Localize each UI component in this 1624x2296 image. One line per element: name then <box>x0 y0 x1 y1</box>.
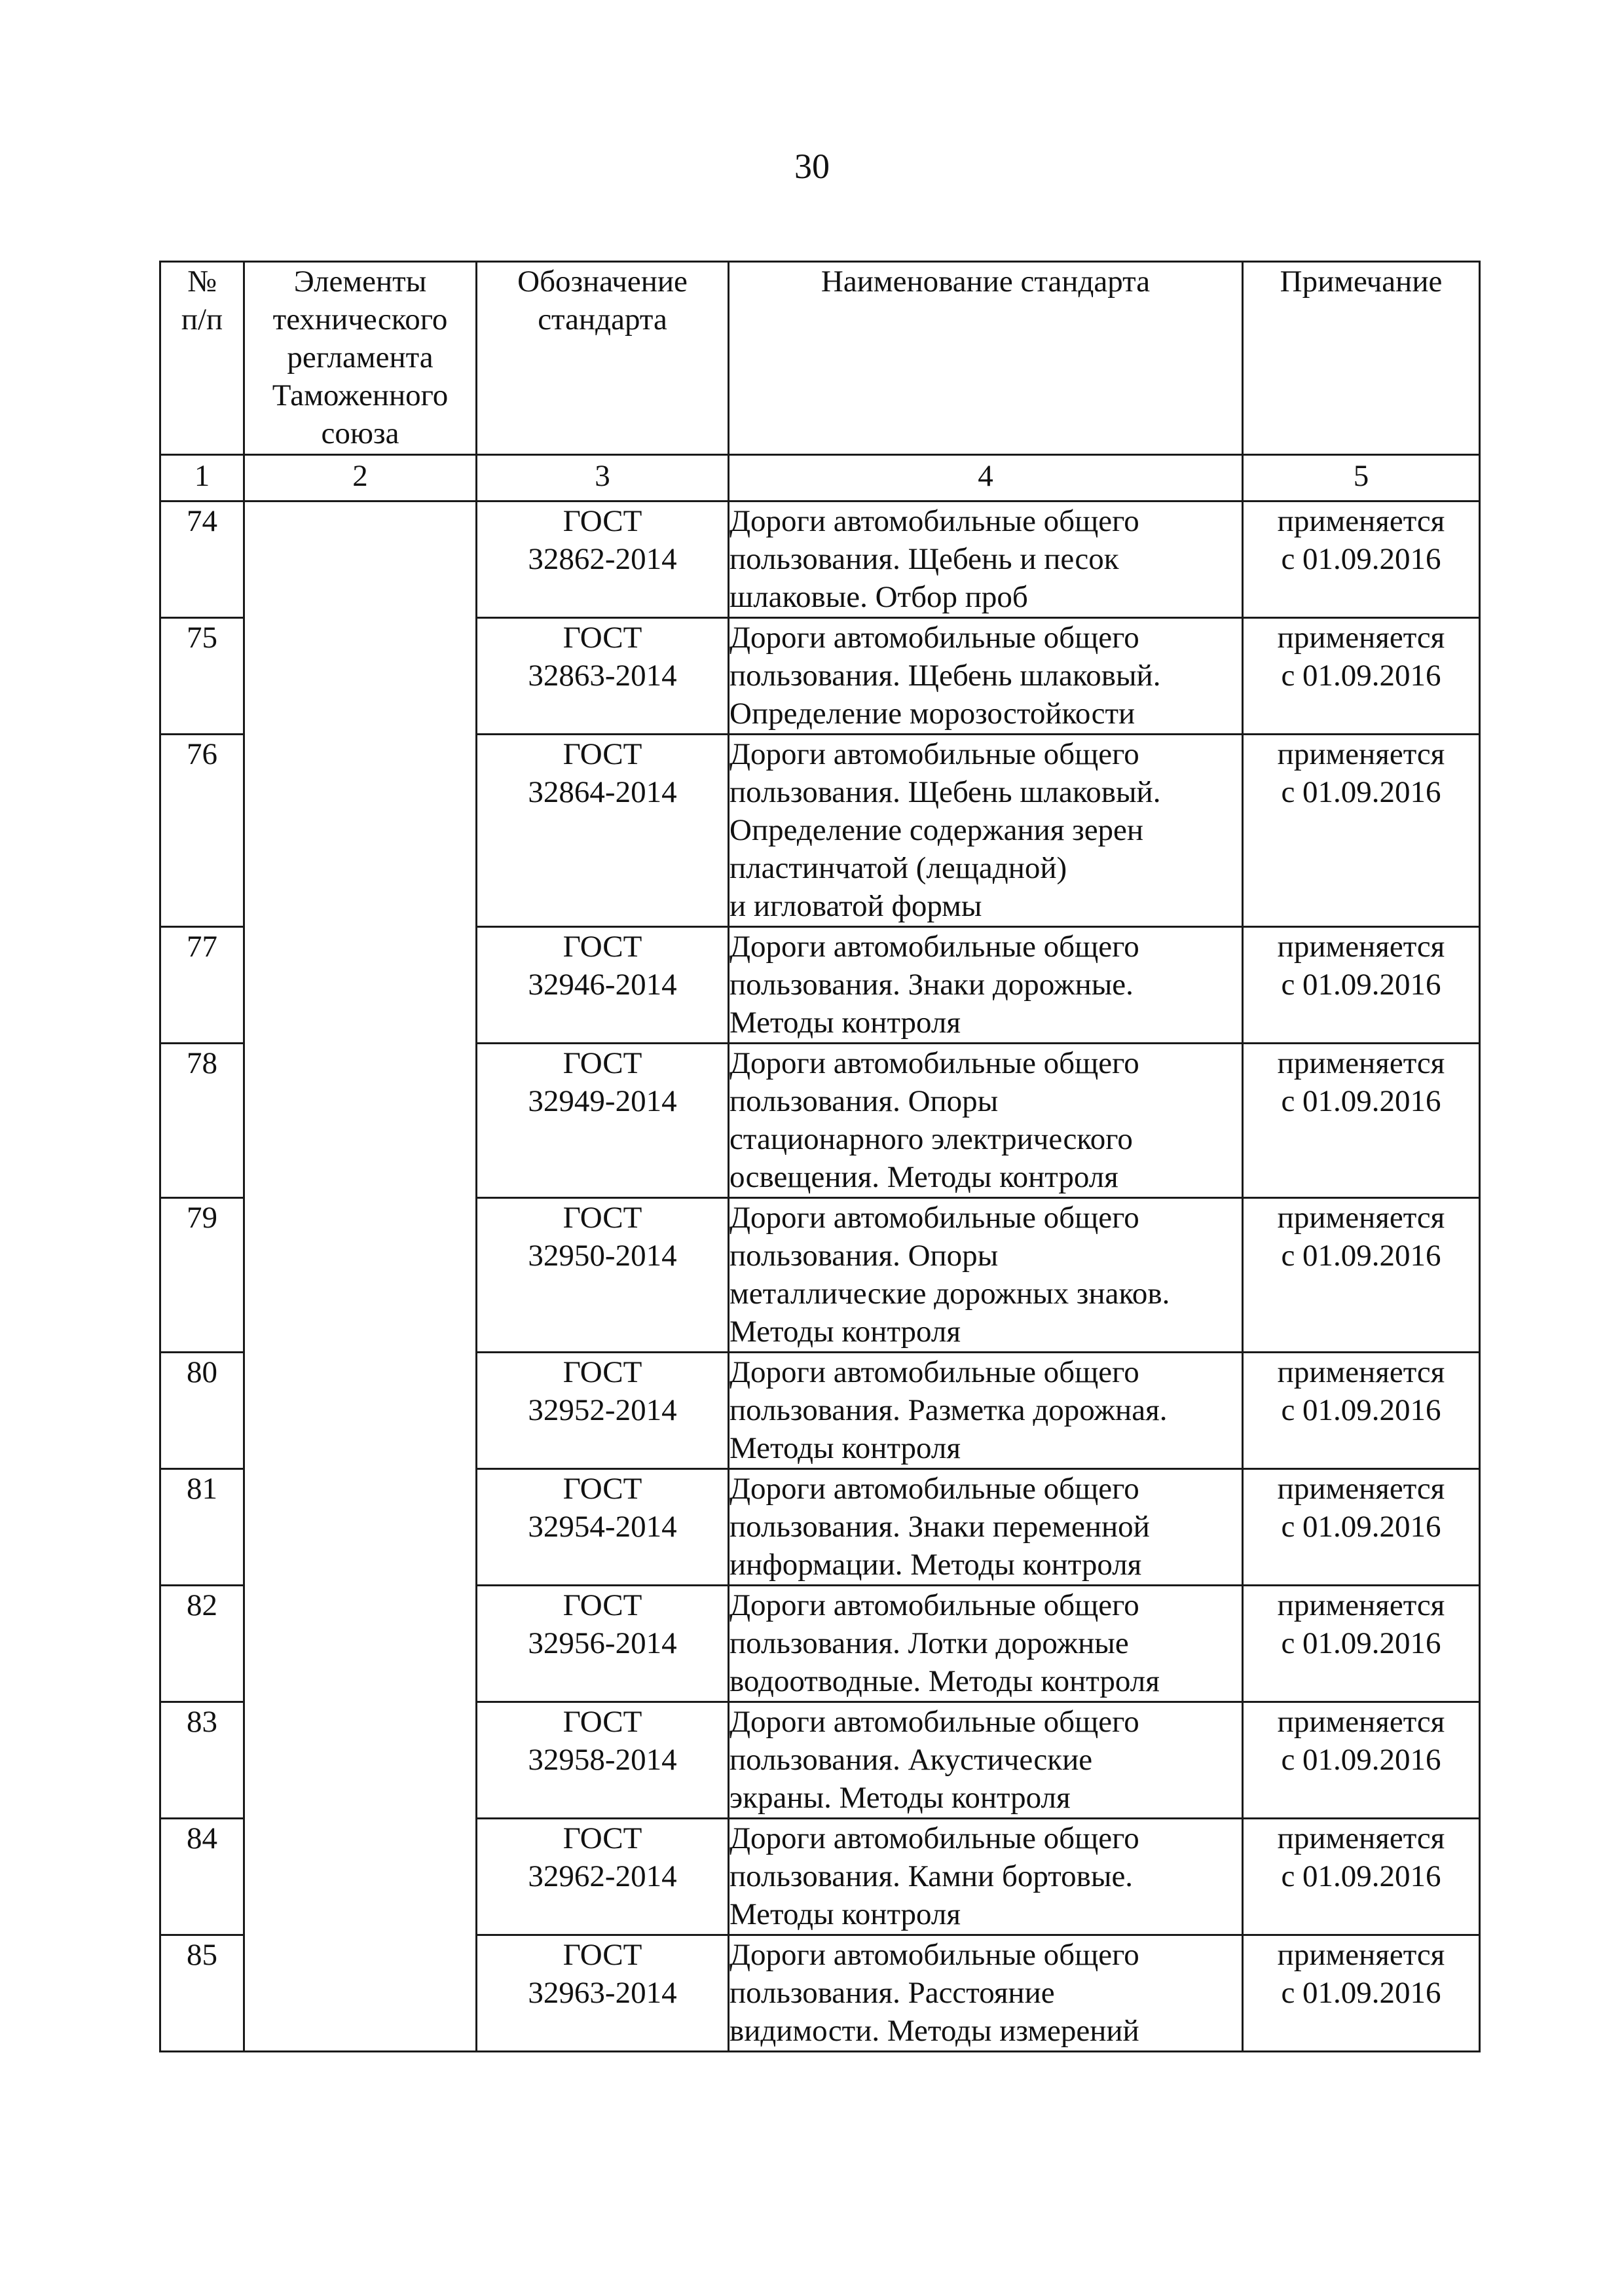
header-number: № п/п <box>160 262 244 455</box>
standard-name: Дороги автомобильные общего пользования. Лотки дорожные водоотводные. Методы контроля <box>729 1586 1243 1702</box>
row-number: 78 <box>160 1044 244 1198</box>
standard-designation: ГОСТ 32863-2014 <box>477 618 729 735</box>
header-designation: Обозначение стандарта <box>477 262 729 455</box>
standard-name: Дороги автомобильные общего пользования. Знаки дорожные. Методы контроля <box>729 927 1243 1044</box>
column-number: 3 <box>477 455 729 501</box>
standard-designation: ГОСТ 32864-2014 <box>477 735 729 927</box>
standard-name: Дороги автомобильные общего пользования. Щебень шлаковый. Определение содержания зерен пластинчатой (лещадной) и игловатой формы <box>729 735 1243 927</box>
header-note: Примечание <box>1243 262 1480 455</box>
standard-designation: ГОСТ 32963-2014 <box>477 1935 729 2052</box>
column-number: 4 <box>729 455 1243 501</box>
row-number: 79 <box>160 1198 244 1353</box>
standard-designation: ГОСТ 32962-2014 <box>477 1819 729 1935</box>
row-number: 75 <box>160 618 244 735</box>
standard-designation: ГОСТ 32954-2014 <box>477 1469 729 1586</box>
table-header-row <box>160 262 1480 455</box>
column-number: 5 <box>1243 455 1480 501</box>
standard-designation: ГОСТ 32950-2014 <box>477 1198 729 1353</box>
standard-name: Дороги автомобильные общего пользования. Знаки переменной информации. Методы контроля <box>729 1469 1243 1586</box>
regulation-elements-cell <box>244 501 477 2052</box>
column-number: 1 <box>160 455 244 501</box>
standard-designation: ГОСТ 32946-2014 <box>477 927 729 1044</box>
column-number: 2 <box>244 455 477 501</box>
standard-designation: ГОСТ 32958-2014 <box>477 1702 729 1819</box>
row-number: 85 <box>160 1935 244 2052</box>
standard-note: применяется с 01.09.2016 <box>1243 1586 1480 1702</box>
row-number: 82 <box>160 1586 244 1702</box>
table-body <box>160 501 1480 2052</box>
standards-table <box>159 261 1481 2052</box>
standard-name: Дороги автомобильные общего пользования. Щебень шлаковый. Определение морозостойкости <box>729 618 1243 735</box>
standard-designation: ГОСТ 32862-2014 <box>477 501 729 618</box>
standard-name: Дороги автомобильные общего пользования. Опоры металлические дорожных знаков. Методы контроля <box>729 1198 1243 1353</box>
standard-name: Дороги автомобильные общего пользования. Камни бортовые. Методы контроля <box>729 1819 1243 1935</box>
header-standard-name: Наименование стандарта <box>729 262 1243 455</box>
row-number: 74 <box>160 501 244 618</box>
row-number: 83 <box>160 1702 244 1819</box>
standard-note: применяется с 01.09.2016 <box>1243 1044 1480 1198</box>
row-number: 84 <box>160 1819 244 1935</box>
standard-note: применяется с 01.09.2016 <box>1243 1702 1480 1819</box>
row-number: 81 <box>160 1469 244 1586</box>
header-elements: Элементы технического регламента Таможенного союза <box>244 262 477 455</box>
standard-note: применяется с 01.09.2016 <box>1243 618 1480 735</box>
standard-note: применяется с 01.09.2016 <box>1243 927 1480 1044</box>
standard-note: применяется с 01.09.2016 <box>1243 1819 1480 1935</box>
standard-note: применяется с 01.09.2016 <box>1243 1935 1480 2052</box>
standard-name: Дороги автомобильные общего пользования. Разметка дорожная. Методы контроля <box>729 1353 1243 1469</box>
standard-designation: ГОСТ 32956-2014 <box>477 1586 729 1702</box>
standard-name: Дороги автомобильные общего пользования. Расстояние видимости. Методы измерений <box>729 1935 1243 2052</box>
row-number: 80 <box>160 1353 244 1469</box>
standard-name: Дороги автомобильные общего пользования. Опоры стационарного электрического освещения. Методы контроля <box>729 1044 1243 1198</box>
standard-name: Дороги автомобильные общего пользования. Щебень и песок шлаковые. Отбор проб <box>729 501 1243 618</box>
standard-note: применяется с 01.09.2016 <box>1243 735 1480 927</box>
standard-note: применяется с 01.09.2016 <box>1243 1353 1480 1469</box>
page-number: 30 <box>794 147 830 186</box>
standard-note: применяется с 01.09.2016 <box>1243 1469 1480 1586</box>
standard-note: применяется с 01.09.2016 <box>1243 1198 1480 1353</box>
standard-designation: ГОСТ 32949-2014 <box>477 1044 729 1198</box>
standard-name: Дороги автомобильные общего пользования. Акустические экраны. Методы контроля <box>729 1702 1243 1819</box>
standard-designation: ГОСТ 32952-2014 <box>477 1353 729 1469</box>
row-number: 77 <box>160 927 244 1044</box>
standard-note: применяется с 01.09.2016 <box>1243 501 1480 618</box>
column-number-row <box>160 455 1480 501</box>
table-row <box>160 501 1480 618</box>
row-number: 76 <box>160 735 244 927</box>
